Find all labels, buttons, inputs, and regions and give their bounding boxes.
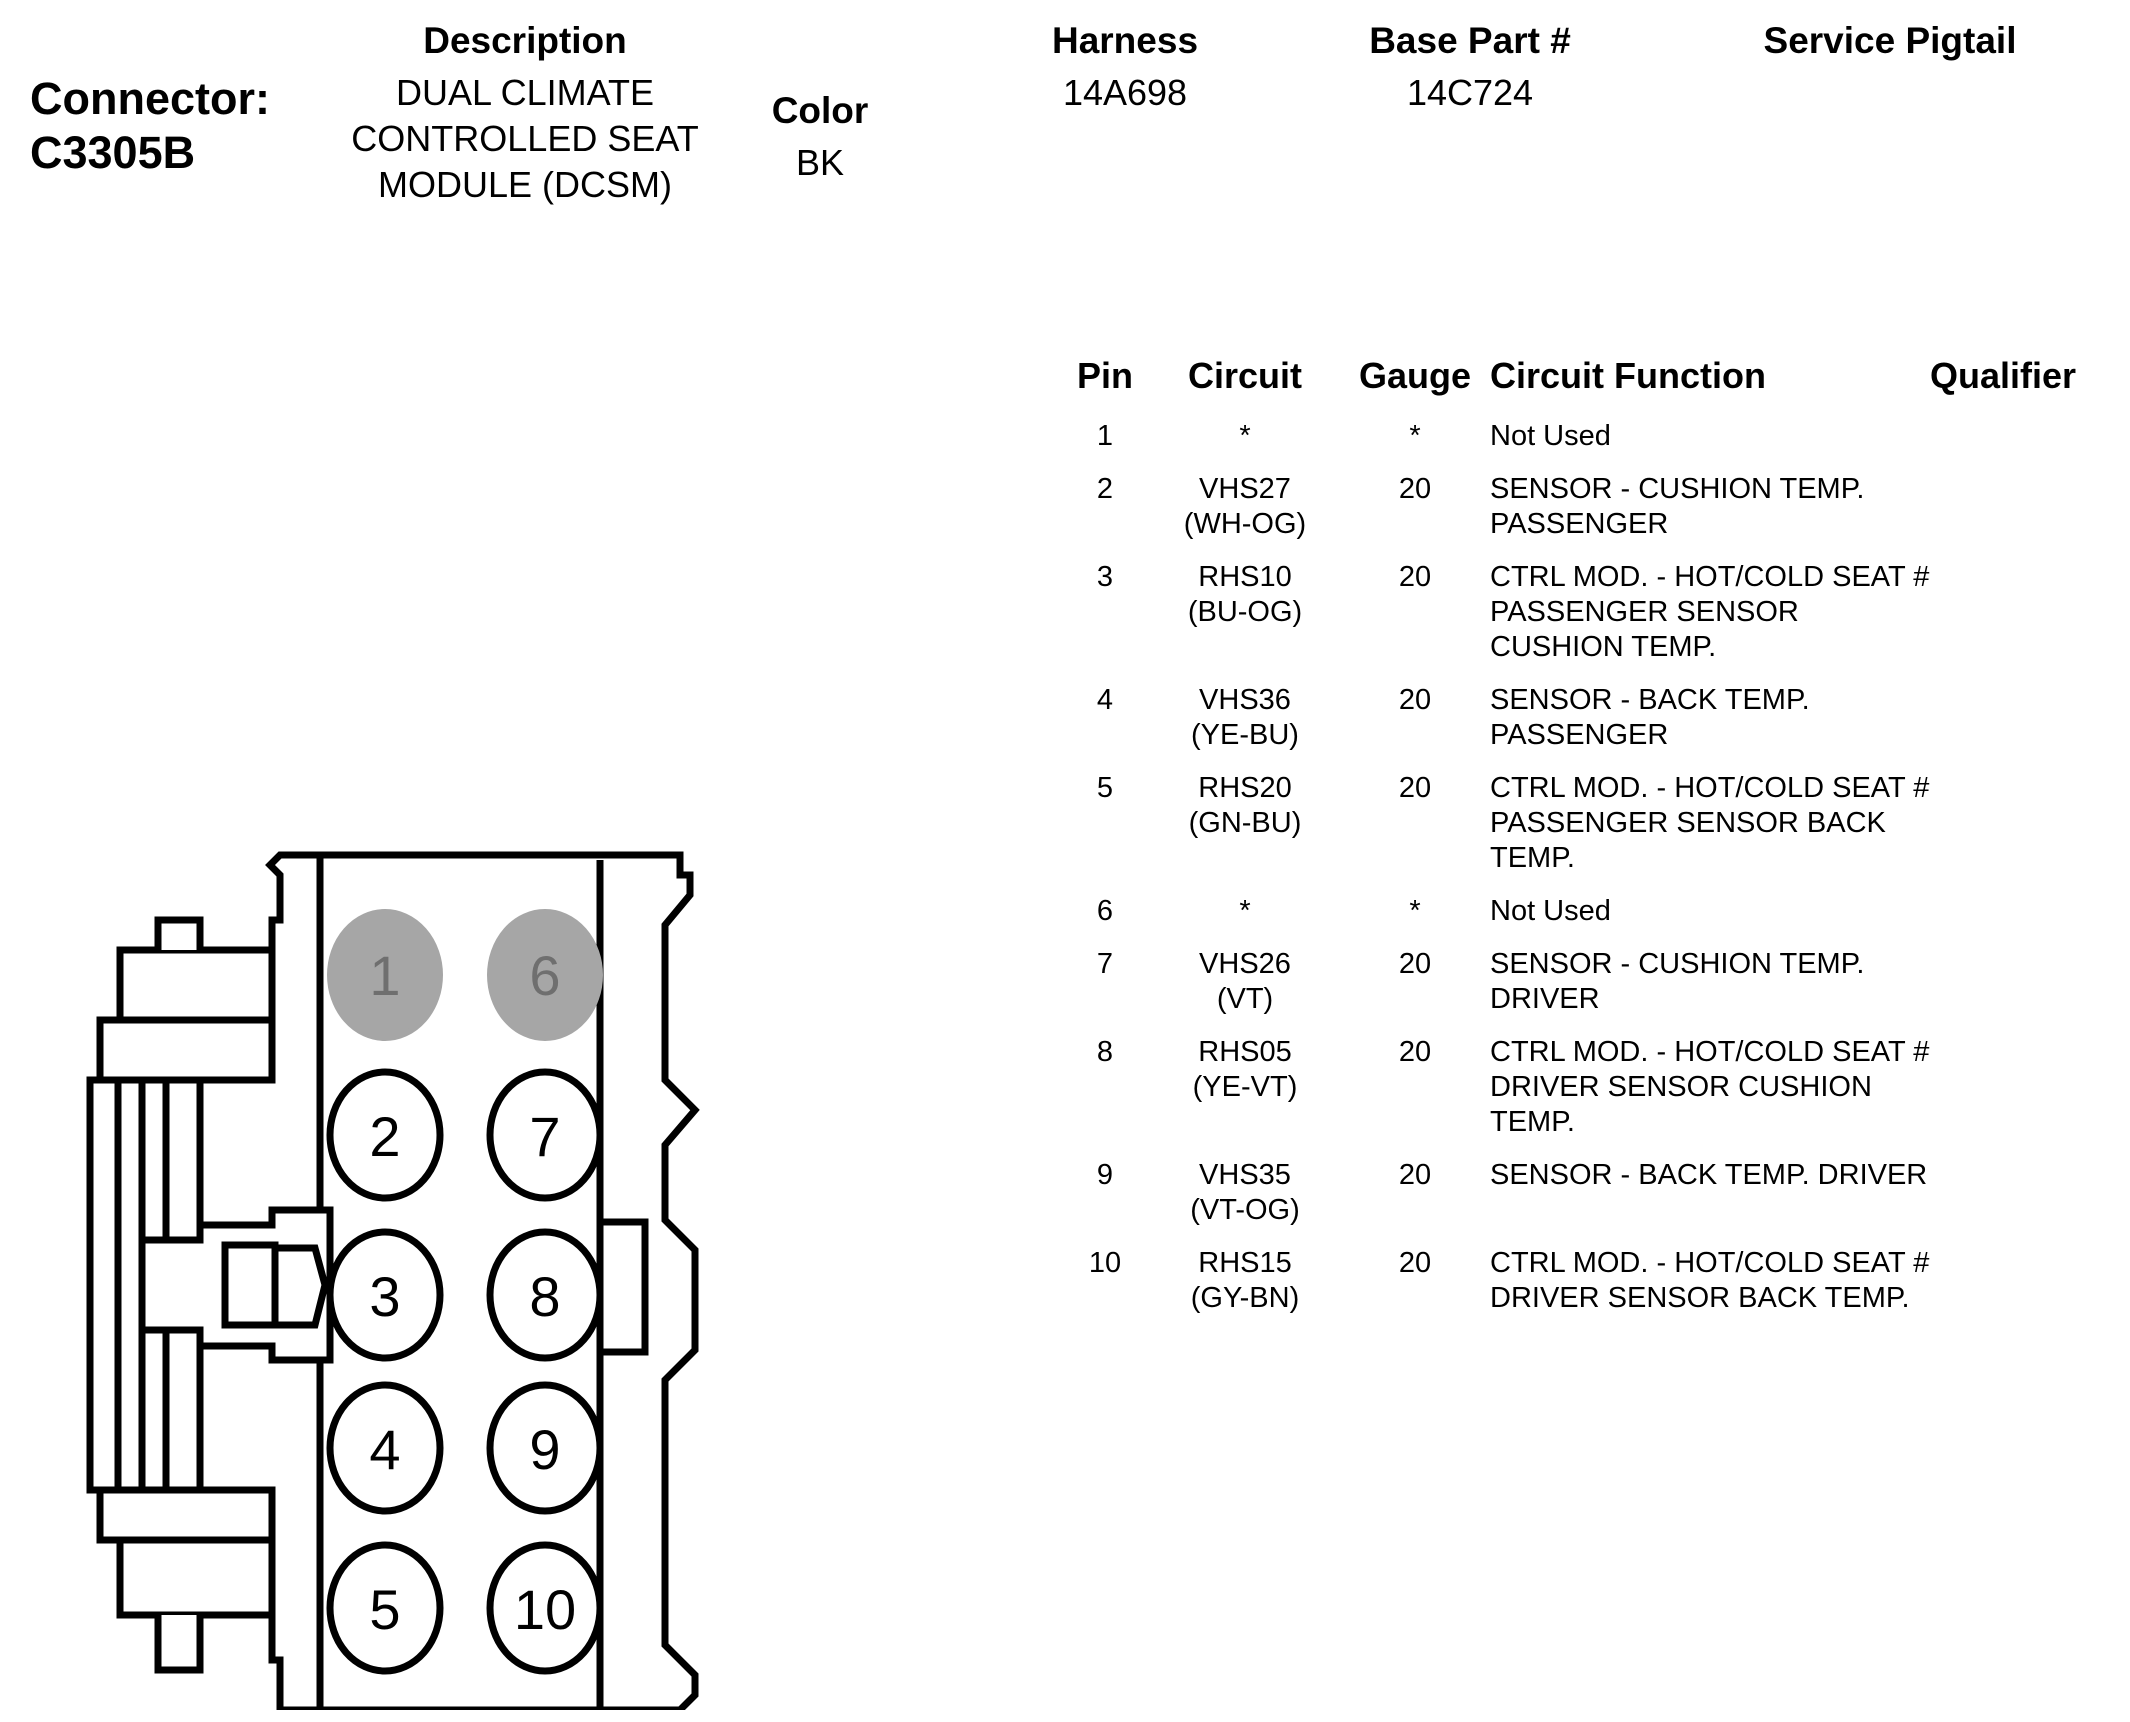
cell-gauge: 20 bbox=[1398, 1247, 1432, 1279]
connector-id-value: C3305B bbox=[30, 127, 196, 178]
cell-pin: 5 bbox=[1096, 772, 1114, 804]
pin-cavity-label-4: 4 bbox=[369, 1418, 401, 1481]
table-row bbox=[1060, 771, 2120, 894]
cell-circuit bbox=[1150, 560, 1340, 683]
wire-color-code: (WH-OG) bbox=[1183, 508, 1307, 540]
cell-qualifier bbox=[1930, 560, 2120, 683]
cell-circuit bbox=[1150, 771, 1340, 894]
cell-circuit-function: SENSOR - CUSHION TEMP. PASSENGER bbox=[1490, 473, 1865, 540]
cell-pin: 6 bbox=[1096, 895, 1114, 927]
connector-header bbox=[0, 0, 2130, 290]
cell-qualifier bbox=[1930, 472, 2120, 560]
cell-gauge: 20 bbox=[1398, 1036, 1432, 1068]
cell-qualifier bbox=[1930, 1158, 2120, 1246]
column-header-circuit-function: Circuit Function bbox=[1490, 355, 1766, 396]
cell-gauge: 20 bbox=[1398, 772, 1432, 804]
pin-cavity-9[interactable] bbox=[490, 1385, 600, 1511]
description-value: DUAL CLIMATE CONTROLLED SEAT MODULE (DCSM) bbox=[351, 72, 699, 205]
pin-cavity-8[interactable] bbox=[490, 1232, 600, 1358]
cell-qualifier bbox=[1930, 1246, 2120, 1334]
color-column bbox=[720, 88, 920, 186]
pin-cavity-label-5: 5 bbox=[369, 1578, 401, 1641]
cell-circuit bbox=[1150, 472, 1340, 560]
circuit-code: VHS26 bbox=[1199, 948, 1291, 980]
pin-cavity-label-2: 2 bbox=[369, 1105, 401, 1168]
pin-cavity-label-8: 8 bbox=[529, 1265, 561, 1328]
cell-pin: 1 bbox=[1096, 420, 1114, 452]
cell-qualifier bbox=[1930, 683, 2120, 771]
circuit-code: RHS15 bbox=[1198, 1247, 1292, 1279]
cell-gauge: 20 bbox=[1398, 948, 1432, 980]
description-title: Description bbox=[423, 20, 627, 61]
column-header-circuit: Circuit bbox=[1187, 355, 1302, 396]
harness-column bbox=[960, 18, 1290, 116]
circuit-code: VHS27 bbox=[1199, 473, 1291, 505]
color-title: Color bbox=[771, 90, 869, 131]
cell-gauge: 20 bbox=[1398, 473, 1432, 505]
pin-cavity-label-10: 10 bbox=[513, 1578, 577, 1641]
connector-label-text: Connector: bbox=[30, 73, 270, 124]
pin-cavity-10[interactable] bbox=[490, 1545, 600, 1671]
connector-left-tab-lower-2 bbox=[158, 1615, 200, 1670]
pin-cavity-6[interactable] bbox=[490, 912, 600, 1038]
wire-color-code: (VT-OG) bbox=[1190, 1194, 1300, 1226]
table-row bbox=[1060, 472, 2120, 560]
cell-circuit bbox=[1150, 1246, 1340, 1334]
table-row bbox=[1060, 419, 2120, 472]
cell-pin: 7 bbox=[1096, 948, 1114, 980]
cell-circuit-function: Not Used bbox=[1490, 895, 1611, 927]
circuit-code: * bbox=[1239, 895, 1251, 927]
connector-left-tab-lower bbox=[120, 1540, 272, 1615]
cell-circuit-function: Not Used bbox=[1490, 420, 1611, 452]
table-row bbox=[1060, 894, 2120, 947]
pin-cavity-label-7: 7 bbox=[529, 1105, 561, 1168]
cell-gauge: 20 bbox=[1398, 1159, 1432, 1191]
circuit-code: RHS05 bbox=[1198, 1036, 1292, 1068]
pin-cavity-7[interactable] bbox=[490, 1072, 600, 1198]
cell-circuit bbox=[1150, 683, 1340, 771]
pin-cavity-label-6: 6 bbox=[529, 944, 561, 1007]
cell-gauge: * bbox=[1409, 420, 1421, 452]
table-row bbox=[1060, 1035, 2120, 1158]
cell-qualifier bbox=[1930, 894, 2120, 947]
cell-pin: 8 bbox=[1096, 1036, 1114, 1068]
pin-cavity-1[interactable] bbox=[330, 912, 440, 1038]
cell-gauge: 20 bbox=[1398, 561, 1432, 593]
cell-pin: 3 bbox=[1096, 561, 1114, 593]
pin-table-element bbox=[1060, 355, 2120, 1334]
circuit-code: VHS35 bbox=[1199, 1159, 1291, 1191]
wire-color-code: (YE-BU) bbox=[1191, 719, 1299, 751]
column-header-pin: Pin bbox=[1076, 355, 1133, 396]
cell-pin: 4 bbox=[1096, 684, 1114, 716]
circuit-code: RHS10 bbox=[1198, 561, 1292, 593]
connector-lock-arm-tip bbox=[275, 1248, 325, 1325]
connector-left-tab-upper bbox=[120, 950, 272, 1020]
cell-pin: 10 bbox=[1088, 1247, 1122, 1279]
connector-left-shoulder-lower bbox=[100, 1490, 272, 1540]
cell-circuit-function: SENSOR - CUSHION TEMP. DRIVER bbox=[1490, 948, 1865, 1015]
cell-circuit-function: SENSOR - BACK TEMP. PASSENGER bbox=[1490, 684, 1810, 751]
wire-color-code: (GN-BU) bbox=[1188, 807, 1302, 839]
cell-circuit-function: CTRL MOD. - HOT/COLD SEAT # DRIVER SENSOR BACK TEMP. bbox=[1490, 1247, 1930, 1314]
cell-circuit-function: CTRL MOD. - HOT/COLD SEAT # PASSENGER SENSOR BACK TEMP. bbox=[1490, 772, 1930, 874]
circuit-code: * bbox=[1239, 420, 1251, 452]
connector-left-shoulder-upper bbox=[100, 1020, 272, 1080]
table-header-row bbox=[1060, 355, 2120, 419]
table-row bbox=[1060, 947, 2120, 1035]
table-row bbox=[1060, 1158, 2120, 1246]
table-row bbox=[1060, 683, 2120, 771]
cell-circuit bbox=[1150, 1158, 1340, 1246]
circuit-code: RHS20 bbox=[1198, 772, 1292, 804]
pin-cavity-3[interactable] bbox=[330, 1232, 440, 1358]
base-part-value: 14C724 bbox=[1406, 72, 1534, 113]
cell-qualifier bbox=[1930, 947, 2120, 1035]
cell-pin: 9 bbox=[1096, 1159, 1114, 1191]
service-pigtail-title: Service Pigtail bbox=[1763, 20, 2017, 61]
service-pigtail-column bbox=[1680, 18, 2100, 70]
harness-value: 14A698 bbox=[1062, 72, 1188, 113]
cell-circuit bbox=[1150, 947, 1340, 1035]
connector-drawing-svg bbox=[40, 480, 1040, 1710]
cell-circuit-function: SENSOR - BACK TEMP. DRIVER bbox=[1490, 1159, 1928, 1191]
pin-assignment-table bbox=[1060, 355, 2120, 1334]
cell-qualifier bbox=[1930, 419, 2120, 472]
wire-color-code: (VT) bbox=[1216, 983, 1274, 1015]
table-row bbox=[1060, 1246, 2120, 1334]
cell-circuit-function: CTRL MOD. - HOT/COLD SEAT # PASSENGER SENSOR CUSHION TEMP. bbox=[1490, 561, 1930, 663]
cell-circuit bbox=[1150, 419, 1340, 472]
base-part-title: Base Part # bbox=[1369, 20, 1571, 61]
wire-color-code: (GY-BN) bbox=[1190, 1282, 1300, 1314]
wire-color-code: (BU-OG) bbox=[1187, 596, 1303, 628]
column-header-gauge: Gauge bbox=[1358, 355, 1472, 396]
pin-cavity-2[interactable] bbox=[330, 1072, 440, 1198]
cell-circuit bbox=[1150, 894, 1340, 947]
harness-title: Harness bbox=[1051, 20, 1199, 61]
pin-cavity-label-1: 1 bbox=[369, 944, 401, 1007]
base-part-column bbox=[1300, 18, 1640, 116]
cell-qualifier bbox=[1930, 771, 2120, 894]
cell-circuit-function: CTRL MOD. - HOT/COLD SEAT # DRIVER SENSOR CUSHION TEMP. bbox=[1490, 1036, 1930, 1138]
color-value: BK bbox=[795, 142, 845, 183]
pin-cavity-5[interactable] bbox=[330, 1545, 440, 1671]
connector-diagram bbox=[40, 480, 1040, 1710]
cell-qualifier bbox=[1930, 1035, 2120, 1158]
circuit-code: VHS36 bbox=[1199, 684, 1291, 716]
connector-id-block bbox=[30, 72, 360, 180]
table-row bbox=[1060, 560, 2120, 683]
connector-left-tab-upper-2 bbox=[158, 920, 200, 950]
column-header-qualifier: Qualifier bbox=[1930, 355, 2077, 396]
cell-circuit bbox=[1150, 1035, 1340, 1158]
cell-pin: 2 bbox=[1096, 473, 1114, 505]
pin-cavity-label-3: 3 bbox=[369, 1265, 401, 1328]
cell-gauge: 20 bbox=[1398, 684, 1432, 716]
wire-color-code: (YE-VT) bbox=[1192, 1071, 1298, 1103]
description-column bbox=[330, 18, 720, 208]
pin-cavity-4[interactable] bbox=[330, 1385, 440, 1511]
connector-lock-arm-slot bbox=[225, 1245, 275, 1325]
pin-cavity-label-9: 9 bbox=[529, 1418, 561, 1481]
cell-gauge: * bbox=[1409, 895, 1421, 927]
connector-latch-detail bbox=[600, 1222, 645, 1352]
